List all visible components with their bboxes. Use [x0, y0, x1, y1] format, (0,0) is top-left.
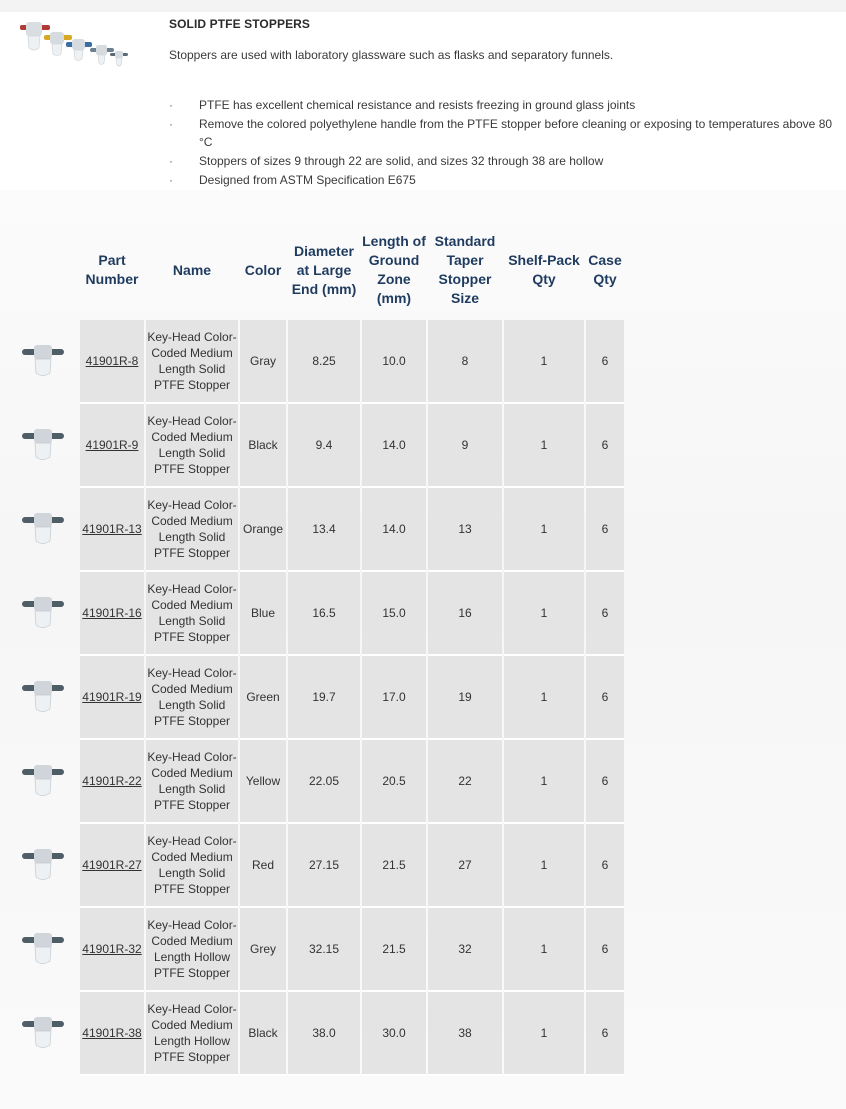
cell-shelf-pack-qty: 1: [504, 404, 584, 488]
bullet-glyph: ·: [169, 117, 173, 131]
cell-shelf-pack-qty: 1: [504, 572, 584, 656]
cell-part-number-link: [80, 572, 144, 656]
cell-shelf-pack-qty: 1: [504, 488, 584, 572]
cell-color-value: Black: [240, 404, 286, 488]
header-part-number: Part Number: [85, 252, 139, 287]
cell-ground-zone-length: 21.5: [362, 908, 426, 992]
stopper-thumbnail-icon: [20, 930, 66, 970]
bullet-glyph: ·: [169, 154, 173, 168]
cell-shelf-pack-qty: 1: [504, 740, 584, 824]
header-taper-size: Standard Taper Stopper Size: [434, 233, 496, 306]
part-number-link[interactable]: 41901R-19: [82, 690, 142, 704]
cell-ground-zone-length: 15.0: [362, 572, 426, 656]
part-number-link[interactable]: 41901R-16: [82, 606, 142, 620]
product-title: SOLID PTFE STOPPERS: [169, 17, 311, 31]
cell-case-qty: 6: [586, 908, 624, 992]
cell-ground-zone-length: 30.0: [362, 992, 426, 1076]
product-table: [78, 220, 626, 1076]
cell-taper-size: 13: [428, 488, 502, 572]
header-name: Name: [172, 261, 212, 278]
header-diameter: Diameter at Large End (mm): [291, 242, 357, 297]
header-length: Length of Ground Zone (mm): [362, 233, 426, 306]
table-row: [80, 488, 624, 572]
cell-taper-size: 16: [428, 572, 502, 656]
list-item: · Stoppers of sizes 9 through 22 are solid, and sizes 32 through 38 are hollow: [169, 154, 604, 168]
cell-ground-zone-length: 17.0: [362, 656, 426, 740]
cell-diameter-value: 38.0: [288, 992, 360, 1076]
cell-diameter-value: 9.4: [288, 404, 360, 488]
stopper-thumbnail-icon: [20, 1014, 66, 1054]
cell-product-name: Key-Head Color-Coded Medium Length Solid PTFE Stopper: [146, 404, 238, 488]
table-row: [80, 992, 624, 1076]
bullet-glyph: ·: [169, 173, 173, 187]
cell-diameter-value: 19.7: [288, 656, 360, 740]
cell-part-number-link: [80, 824, 144, 908]
cell-ground-zone-length: 14.0: [362, 404, 426, 488]
cell-product-name: Key-Head Color-Coded Medium Length Solid PTFE Stopper: [146, 488, 238, 572]
cell-taper-size: 9: [428, 404, 502, 488]
cell-part-number-link: [80, 404, 144, 488]
cell-color-value: Grey: [240, 908, 286, 992]
cell-case-qty: 6: [586, 572, 624, 656]
top-strip: [0, 0, 846, 12]
cell-taper-size: 8: [428, 320, 502, 404]
cell-case-qty: 6: [586, 656, 624, 740]
cell-color-value: Red: [240, 824, 286, 908]
cell-shelf-pack-qty: 1: [504, 656, 584, 740]
cell-taper-size: 27: [428, 824, 502, 908]
cell-diameter-value: 8.25: [288, 320, 360, 404]
cell-color-value: Blue: [240, 572, 286, 656]
cell-product-name: Key-Head Color-Coded Medium Length Solid PTFE Stopper: [146, 320, 238, 404]
cell-part-number-link: [80, 908, 144, 992]
cell-diameter-value: 13.4: [288, 488, 360, 572]
cell-case-qty: 6: [586, 740, 624, 824]
cell-case-qty: 6: [586, 992, 624, 1076]
cell-taper-size: 22: [428, 740, 502, 824]
cell-part-number-link: [80, 488, 144, 572]
table-row: [80, 824, 624, 908]
cell-shelf-pack-qty: 1: [504, 992, 584, 1076]
header-color: Color: [244, 261, 282, 278]
header-case-qty: Case Qty: [588, 252, 622, 287]
cell-part-number-link: [80, 740, 144, 824]
cell-shelf-pack-qty: 1: [504, 320, 584, 404]
cell-ground-zone-length: 20.5: [362, 740, 426, 824]
cell-ground-zone-length: 14.0: [362, 488, 426, 572]
list-item: · Designed from ASTM Specification E675: [169, 173, 416, 187]
stoppers-product-image: [18, 18, 130, 70]
cell-part-number-link: [80, 320, 144, 404]
list-item: · PTFE has excellent chemical resistance and resists freezing in ground glass joints: [169, 98, 636, 112]
cell-color-value: Gray: [240, 320, 286, 404]
cell-case-qty: 6: [586, 320, 624, 404]
cell-shelf-pack-qty: 1: [504, 824, 584, 908]
part-number-link[interactable]: 41901R-13: [82, 522, 142, 536]
table-row: [80, 320, 624, 404]
cell-diameter-value: 27.15: [288, 824, 360, 908]
cell-taper-size: 32: [428, 908, 502, 992]
cell-ground-zone-length: 21.5: [362, 824, 426, 908]
table-row: [80, 656, 624, 740]
stopper-thumbnail-icon: [20, 342, 66, 382]
table-row: [80, 404, 624, 488]
cell-color-value: Green: [240, 656, 286, 740]
part-number-link[interactable]: 41901R-22: [82, 774, 142, 788]
part-number-link[interactable]: 41901R-38: [82, 1026, 142, 1040]
stopper-thumbnail-icon: [20, 762, 66, 802]
bullet-glyph: ·: [169, 98, 173, 112]
product-description: Stoppers are used with laboratory glassware such as flasks and separatory funnels.: [169, 48, 614, 62]
cell-part-number-link: [80, 656, 144, 740]
header-shelf-pack: Shelf-Pack Qty: [508, 252, 580, 287]
cell-diameter-value: 32.15: [288, 908, 360, 992]
table-row: [80, 740, 624, 824]
table-row: [80, 572, 624, 656]
cell-product-name: Key-Head Color-Coded Medium Length Solid PTFE Stopper: [146, 740, 238, 824]
stopper-thumbnail-icon: [20, 510, 66, 550]
part-number-link[interactable]: 41901R-32: [82, 942, 142, 956]
stopper-thumbnail-icon: [20, 678, 66, 718]
cell-product-name: Key-Head Color-Coded Medium Length Solid PTFE Stopper: [146, 656, 238, 740]
stopper-thumbnail-icon: [20, 846, 66, 886]
cell-case-qty: 6: [586, 488, 624, 572]
cell-taper-size: 38: [428, 992, 502, 1076]
part-number-link[interactable]: 41901R-8: [85, 354, 139, 368]
cell-color-value: Yellow: [240, 740, 286, 824]
list-item: · Remove the colored polyethylene handle from the PTFE stopper before cleaning or exposing to temperatures above 80 °C: [169, 117, 833, 149]
cell-product-name: Key-Head Color-Coded Medium Length Hollow PTFE Stopper: [146, 992, 238, 1076]
cell-case-qty: 6: [586, 404, 624, 488]
part-number-link[interactable]: 41901R-27: [82, 858, 142, 872]
stopper-thumbnail-icon: [20, 426, 66, 466]
cell-product-name: Key-Head Color-Coded Medium Length Hollow PTFE Stopper: [146, 908, 238, 992]
cell-diameter-value: 16.5: [288, 572, 360, 656]
cell-taper-size: 19: [428, 656, 502, 740]
part-number-link[interactable]: 41901R-9: [85, 438, 139, 452]
cell-color-value: Orange: [240, 488, 286, 572]
table-body: [80, 320, 624, 1076]
cell-product-name: Key-Head Color-Coded Medium Length Solid PTFE Stopper: [146, 572, 238, 656]
stopper-thumbnail-icon: [20, 594, 66, 634]
cell-part-number-link: [80, 992, 144, 1076]
cell-case-qty: 6: [586, 824, 624, 908]
cell-product-name: Key-Head Color-Coded Medium Length Solid PTFE Stopper: [146, 824, 238, 908]
cell-diameter-value: 22.05: [288, 740, 360, 824]
cell-ground-zone-length: 10.0: [362, 320, 426, 404]
feature-list: [169, 96, 839, 190]
table-header-row: [80, 220, 624, 320]
cell-shelf-pack-qty: 1: [504, 908, 584, 992]
table-row: [80, 908, 624, 992]
cell-color-value: Black: [240, 992, 286, 1076]
